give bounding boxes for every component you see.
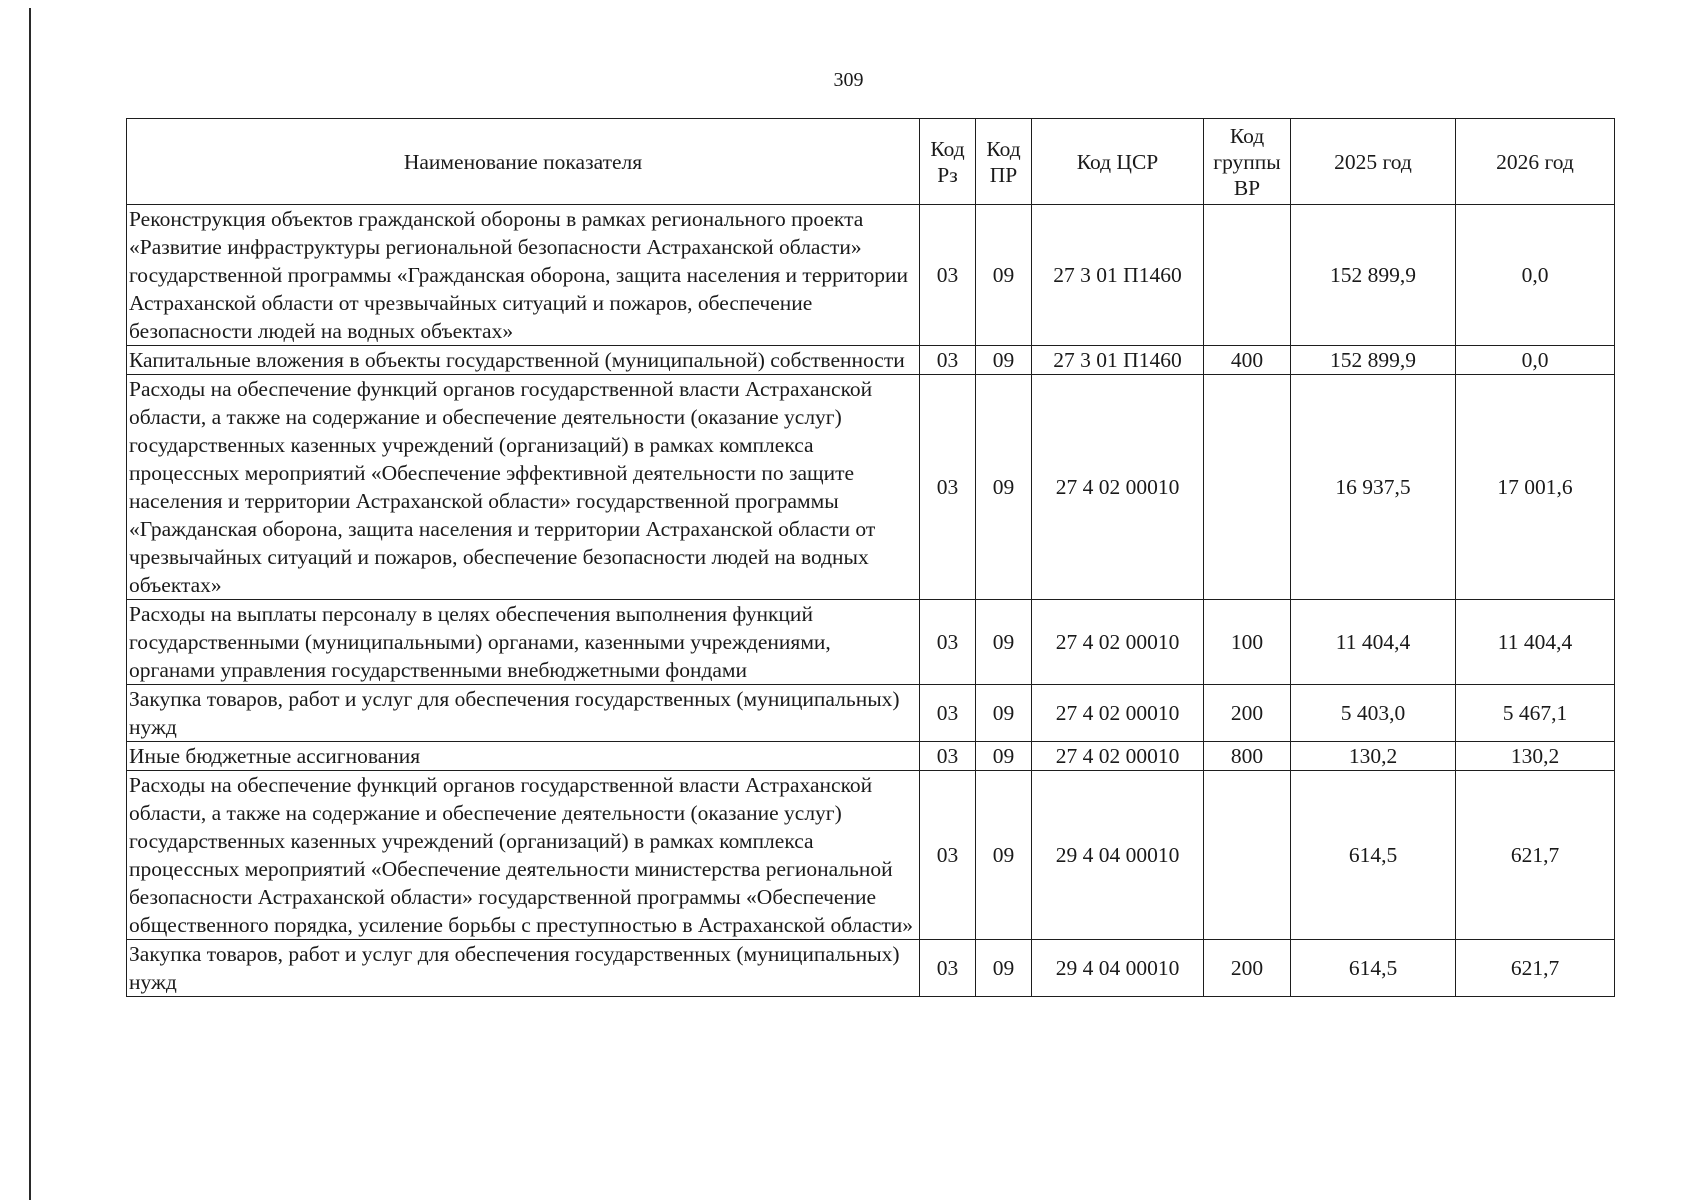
row-2025: 614,5 [1291, 771, 1456, 940]
row-rz: 03 [920, 742, 976, 771]
row-vr: 200 [1204, 940, 1291, 997]
row-rz: 03 [920, 771, 976, 940]
row-csr: 27 4 02 00010 [1032, 742, 1204, 771]
row-rz: 03 [920, 205, 976, 346]
row-rz: 03 [920, 346, 976, 375]
row-vr: 100 [1204, 600, 1291, 685]
row-2025: 5 403,0 [1291, 685, 1456, 742]
table-row [127, 205, 1615, 346]
page-number: 309 [833, 69, 864, 91]
table-row [127, 685, 1615, 742]
row-name: Закупка товаров, работ и услуг для обеспечения государственных (муниципальных) нужд [127, 685, 920, 742]
row-pr: 09 [976, 205, 1032, 346]
row-name: Иные бюджетные ассигнования [127, 742, 920, 771]
row-csr: 27 3 01 П1460 [1032, 205, 1204, 346]
row-name: Реконструкция объектов гражданской обороны в рамках регионального проекта «Развитие инфраструктуры региональной безопасности Астраханской области» государственной программы «Гражданская оборона, защита населения и территории Астраханской области от чрезвычайных ситуаций и пожаров, обеспечение безопасности людей на водных объектах» [127, 205, 920, 346]
table-row [127, 600, 1615, 685]
row-name: Расходы на обеспечение функций органов государственной власти Астраханской области, а также на содержание и обеспечение деятельности (оказание услуг) государственных казенных учреждений (организаций) в рамках комплекса процессных мероприятий «Обеспечение деятельности министерства региональной безопасности Астраханской области» государственной программы «Обеспечение общественного порядка, усиление борьбы с преступностью в Астраханской области» [127, 771, 920, 940]
row-2026: 621,7 [1456, 771, 1615, 940]
row-pr: 09 [976, 600, 1032, 685]
row-pr: 09 [976, 685, 1032, 742]
row-2026: 5 467,1 [1456, 685, 1615, 742]
row-pr: 09 [976, 771, 1032, 940]
row-vr [1204, 771, 1291, 940]
table-row [127, 771, 1615, 940]
row-name: Расходы на обеспечение функций органов государственной власти Астраханской области, а также на содержание и обеспечение деятельности (оказание услуг) государственных казенных учреждений (организаций) в рамках комплекса процессных мероприятий «Обеспечение эффективной деятельности по защите населения и территории Астраханской области» государственной программы «Гражданская оборона, защита населения и территории Астраханской области от чрезвычайных ситуаций и пожаров, обеспечение безопасности людей на водных объектах» [127, 375, 920, 600]
table-row [127, 346, 1615, 375]
header-pr: Код ПР [976, 119, 1032, 205]
row-csr: 27 4 02 00010 [1032, 600, 1204, 685]
row-pr: 09 [976, 375, 1032, 600]
row-rz: 03 [920, 685, 976, 742]
row-2026: 11 404,4 [1456, 600, 1615, 685]
binding-margin-line [29, 8, 31, 1200]
budget-table [126, 118, 1615, 997]
row-2025: 11 404,4 [1291, 600, 1456, 685]
row-name: Закупка товаров, работ и услуг для обеспечения государственных (муниципальных) нужд [127, 940, 920, 997]
row-2025: 614,5 [1291, 940, 1456, 997]
row-rz: 03 [920, 600, 976, 685]
header-name: Наименование показателя [127, 119, 920, 205]
row-vr: 200 [1204, 685, 1291, 742]
row-pr: 09 [976, 346, 1032, 375]
table-header-row [127, 119, 1615, 205]
row-2026: 0,0 [1456, 346, 1615, 375]
row-vr [1204, 205, 1291, 346]
table-row [127, 940, 1615, 997]
row-2026: 621,7 [1456, 940, 1615, 997]
row-pr: 09 [976, 742, 1032, 771]
row-rz: 03 [920, 940, 976, 997]
row-2026: 130,2 [1456, 742, 1615, 771]
row-vr: 400 [1204, 346, 1291, 375]
row-name: Капитальные вложения в объекты государственной (муниципальной) собственности [127, 346, 920, 375]
table-row [127, 375, 1615, 600]
header-2026: 2026 год [1456, 119, 1615, 205]
row-csr: 29 4 04 00010 [1032, 940, 1204, 997]
row-2025: 130,2 [1291, 742, 1456, 771]
row-vr [1204, 375, 1291, 600]
header-csr: Код ЦСР [1032, 119, 1204, 205]
row-pr: 09 [976, 940, 1032, 997]
row-rz: 03 [920, 375, 976, 600]
header-2025: 2025 год [1291, 119, 1456, 205]
row-2026: 17 001,6 [1456, 375, 1615, 600]
row-csr: 29 4 04 00010 [1032, 771, 1204, 940]
row-csr: 27 4 02 00010 [1032, 685, 1204, 742]
table-row [127, 742, 1615, 771]
header-vr: Код группы ВР [1204, 119, 1291, 205]
row-csr: 27 3 01 П1460 [1032, 346, 1204, 375]
row-2025: 152 899,9 [1291, 346, 1456, 375]
row-2025: 16 937,5 [1291, 375, 1456, 600]
row-2026: 0,0 [1456, 205, 1615, 346]
row-name: Расходы на выплаты персоналу в целях обеспечения выполнения функций государственными (муниципальными) органами, казенными учреждениями, органами управления государственными внебюджетными фондами [127, 600, 920, 685]
row-2025: 152 899,9 [1291, 205, 1456, 346]
header-rz: Код Рз [920, 119, 976, 205]
row-vr: 800 [1204, 742, 1291, 771]
row-csr: 27 4 02 00010 [1032, 375, 1204, 600]
